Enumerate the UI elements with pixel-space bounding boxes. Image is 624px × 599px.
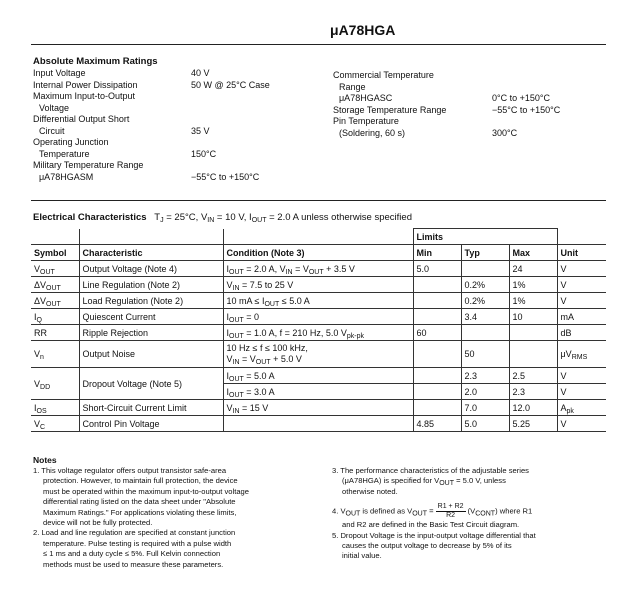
cell-unit: V xyxy=(557,261,606,277)
cell-unit: $A_{pk}$ xyxy=(557,400,606,416)
header-limits: Limits xyxy=(413,229,557,245)
cell-symbol: $V_C$ xyxy=(31,416,79,432)
cell-condition xyxy=(223,416,413,432)
header-min: Min xyxy=(413,245,461,261)
amr-value: 150°C xyxy=(191,148,217,159)
amr-value: 35 V xyxy=(191,125,210,136)
cell-condition: $I_{OUT} = 0$ xyxy=(223,309,413,325)
note-line: ≤ 1 ms and a duty cycle ≤ 5%. Full Kelvin connection xyxy=(43,549,221,559)
ec-heading-line xyxy=(33,212,412,224)
amr-label: Internal Power Dissipation xyxy=(33,79,138,90)
cell-symbol: $I_{OS}$ xyxy=(31,400,79,416)
cell-characteristic: Ripple Rejection xyxy=(79,325,223,341)
amr-right-labels xyxy=(333,70,446,139)
cell-min xyxy=(413,368,461,384)
cell-condition: 10 mA ≤ $I_{OUT} \le 5.0$ A xyxy=(223,293,413,309)
amr-value: 40 V xyxy=(191,68,210,78)
cell-typ: 2.0 xyxy=(461,384,509,400)
cell-characteristic: Short-Circuit Current Limit xyxy=(79,400,223,416)
header-unit: Unit xyxy=(557,245,606,261)
note-line: 1. This voltage regulator offers output transistor safe-area xyxy=(33,466,227,475)
table-row xyxy=(31,341,606,368)
notes-left xyxy=(33,466,249,570)
note-line: initial value. xyxy=(342,551,382,561)
cell-max: 5.25 xyxy=(509,416,557,432)
cell-typ: 3.4 xyxy=(461,309,509,325)
ec-cond: OUT xyxy=(251,217,267,224)
cell-symbol: RR xyxy=(31,325,79,341)
cell-unit: V xyxy=(557,293,606,309)
ec-cond: = 25°C, V xyxy=(163,212,208,223)
cell-min xyxy=(413,309,461,325)
note-line: and R2 are defined in the Basic Test Circuit diagram. xyxy=(342,520,520,530)
note-line: methods must be used to measure these parameters. xyxy=(43,559,224,569)
cell-condition: 10 Hz ≤ f ≤ 100 kHz, $V_{IN} = V_{OUT} + 5.0$ V xyxy=(223,341,413,368)
cell-min: 4.85 xyxy=(413,416,461,432)
note-line: protection. However, to maintain full protection, the device xyxy=(43,476,238,486)
cell-typ: 0.2% xyxy=(461,293,509,309)
header-symbol: Symbol xyxy=(31,245,79,261)
amr-label: Circuit xyxy=(39,125,65,136)
amr-label: Temperature xyxy=(39,148,90,159)
electrical-characteristics-table xyxy=(31,228,606,432)
table-row xyxy=(31,277,606,293)
cell-characteristic: Output Noise xyxy=(79,341,223,368)
cell-min: 60 xyxy=(413,325,461,341)
cell-symbol: $I_Q$ xyxy=(31,309,79,325)
cell-max xyxy=(509,341,557,368)
amr-right-values xyxy=(492,70,560,139)
amr-label: Differential Output Short xyxy=(33,114,130,124)
title-rule xyxy=(31,44,606,45)
cell-condition: $V_{IN} = 7.5$ to 25 V xyxy=(223,277,413,293)
cell-unit: V xyxy=(557,416,606,432)
cell-min xyxy=(413,341,461,368)
cell-condition: $I_{OUT} = 5.0$ A xyxy=(223,368,413,384)
cell-characteristic: Control Pin Voltage xyxy=(79,416,223,432)
amr-label: (Soldering, 60 s) xyxy=(339,127,406,138)
cell-min xyxy=(413,293,461,309)
section-rule xyxy=(31,200,606,201)
note-line: differential rating listed on the data sheet under "Absolute xyxy=(43,497,236,507)
ec-heading: Electrical Characteristics xyxy=(33,212,147,223)
note-line: (μA78HGA) is specified for $V_{OUT} = 5.0$ V, unless xyxy=(342,476,506,488)
note-line: must be operated within the maximum input-to-output voltage xyxy=(43,486,249,496)
ec-cond: = 10 V, I xyxy=(214,212,252,223)
cell-typ: 5.0 xyxy=(461,416,509,432)
cell-symbol: $V_{OUT}$ xyxy=(31,261,79,277)
cell-max: 10 xyxy=(509,309,557,325)
cell-unit: $\mu V_{RMS}$ xyxy=(557,341,606,368)
note-line: 5. Dropout Voltage is the input-output voltage differential that xyxy=(332,530,536,540)
table-row xyxy=(31,309,606,325)
ec-cond: IN xyxy=(207,217,215,224)
cell-characteristic: Dropout Voltage (Note 5) xyxy=(79,368,223,400)
cell-max: 1% xyxy=(509,293,557,309)
cell-symbol: $V_{DD}$ xyxy=(31,368,79,400)
cell-symbol: $V_n$ xyxy=(31,341,79,368)
amr-label: Maximum Input-to-Output xyxy=(33,91,136,101)
amr-label: μA78HGASC xyxy=(339,93,393,103)
cell-unit: V xyxy=(557,277,606,293)
cell-unit: V xyxy=(557,368,606,384)
header-condition: Condition (Note 3) xyxy=(223,245,413,261)
cell-condition: $I_{OUT} = 1.0$ A, f = 210 Hz, 5.0 $V_{pk-pk}$ xyxy=(223,325,413,341)
page-title: μA78HGA xyxy=(330,22,396,38)
cell-condition: $V_{IN} = 15$ V xyxy=(223,400,413,416)
amr-label: Military Temperature Range xyxy=(33,160,144,170)
cell-symbol: $\Delta V_{OUT}$ xyxy=(31,293,79,309)
cell-unit: V xyxy=(557,384,606,400)
header-characteristic: Characteristic xyxy=(79,245,223,261)
cell-max: 12.0 xyxy=(509,400,557,416)
cell-typ: 7.0 xyxy=(461,400,509,416)
amr-label: Range xyxy=(339,81,366,92)
ec-cond: J xyxy=(160,217,164,224)
cell-characteristic: Line Regulation (Note 2) xyxy=(79,277,223,293)
amr-value: −55°C to +150°C xyxy=(191,171,260,182)
table-header-row xyxy=(31,245,606,261)
note-line: Maximum Ratings." For applications violating these limits, xyxy=(43,507,237,517)
note-line: causes the output voltage to decrease by 5% of its xyxy=(342,541,512,551)
cell-min xyxy=(413,277,461,293)
header-typ: Typ xyxy=(461,245,509,261)
cell-typ: 2.3 xyxy=(461,368,509,384)
ec-cond: = 2.0 A unless otherwise specified xyxy=(266,212,412,223)
cell-characteristic: Load Regulation (Note 2) xyxy=(79,293,223,309)
note-line: device will not be fully protected. xyxy=(43,518,153,528)
notes-right xyxy=(332,466,536,562)
cell-min: 5.0 xyxy=(413,261,461,277)
cell-characteristic: Output Voltage (Note 4) xyxy=(79,261,223,277)
amr-value: 0°C to +150°C xyxy=(492,93,550,103)
cell-unit: mA xyxy=(557,309,606,325)
cell-max: 1% xyxy=(509,277,557,293)
amr-label: Pin Temperature xyxy=(333,116,399,126)
amr-label: Voltage xyxy=(39,102,70,113)
note-line: temperature. Pulse testing is required with a pulse width xyxy=(43,538,232,548)
header-max: Max xyxy=(509,245,557,261)
ec-cond: T xyxy=(154,212,161,223)
cell-typ: 0.2% xyxy=(461,277,509,293)
amr-heading: Absolute Maximum Ratings xyxy=(33,56,158,67)
cell-characteristic: Quiescent Current xyxy=(79,309,223,325)
cell-max: 24 xyxy=(509,261,557,277)
note-line: 4. $V_{OUT}$ is defined as $V_{OUT}$ = $\frac{R1 + R2}{R2}$ $(V_{CONT})$ where R1 xyxy=(332,503,533,520)
amr-label: Input Voltage xyxy=(33,68,86,78)
cell-max: 2.5 xyxy=(509,368,557,384)
amr-label: Commercial Temperature xyxy=(333,70,434,80)
note-line: otherwise noted. xyxy=(342,486,398,496)
cell-condition: $I_{OUT} = 3.0$ A xyxy=(223,384,413,400)
amr-left-labels xyxy=(33,68,143,183)
note-line: 3. The performance characteristics of the adjustable series xyxy=(332,466,529,475)
cell-typ xyxy=(461,325,509,341)
table-header-row xyxy=(31,229,606,245)
cell-symbol: $\Delta V_{OUT}$ xyxy=(31,277,79,293)
cell-max xyxy=(509,325,557,341)
cell-max: 2.3 xyxy=(509,384,557,400)
amr-left-values xyxy=(191,68,270,183)
cell-min xyxy=(413,400,461,416)
amr-label: Storage Temperature Range xyxy=(333,104,447,115)
cell-min xyxy=(413,384,461,400)
fraction: $\frac{R1 + R2}{R2}$ xyxy=(437,503,464,520)
table-row xyxy=(31,261,606,277)
amr-label: Operating Junction xyxy=(33,137,109,147)
cell-condition: $I_{OUT} = 2.0$ A, $V_{IN} = V_{OUT} + 3.5$ V xyxy=(223,261,413,277)
amr-value: 50 W @ 25°C Case xyxy=(191,79,270,90)
cell-typ: 50 xyxy=(461,341,509,368)
amr-label: μA78HGASM xyxy=(39,171,94,182)
note-line: 2. Load and line regulation are specified at constant junction xyxy=(33,528,236,538)
table-row xyxy=(31,400,606,416)
cell-unit: dB xyxy=(557,325,606,341)
table-row xyxy=(31,325,606,341)
amr-value: −55°C to +150°C xyxy=(492,104,561,115)
notes-heading: Notes xyxy=(33,455,57,465)
table-row xyxy=(31,416,606,432)
amr-value: 300°C xyxy=(492,127,518,138)
table-row xyxy=(31,293,606,309)
table-row xyxy=(31,368,606,384)
cell-typ xyxy=(461,261,509,277)
